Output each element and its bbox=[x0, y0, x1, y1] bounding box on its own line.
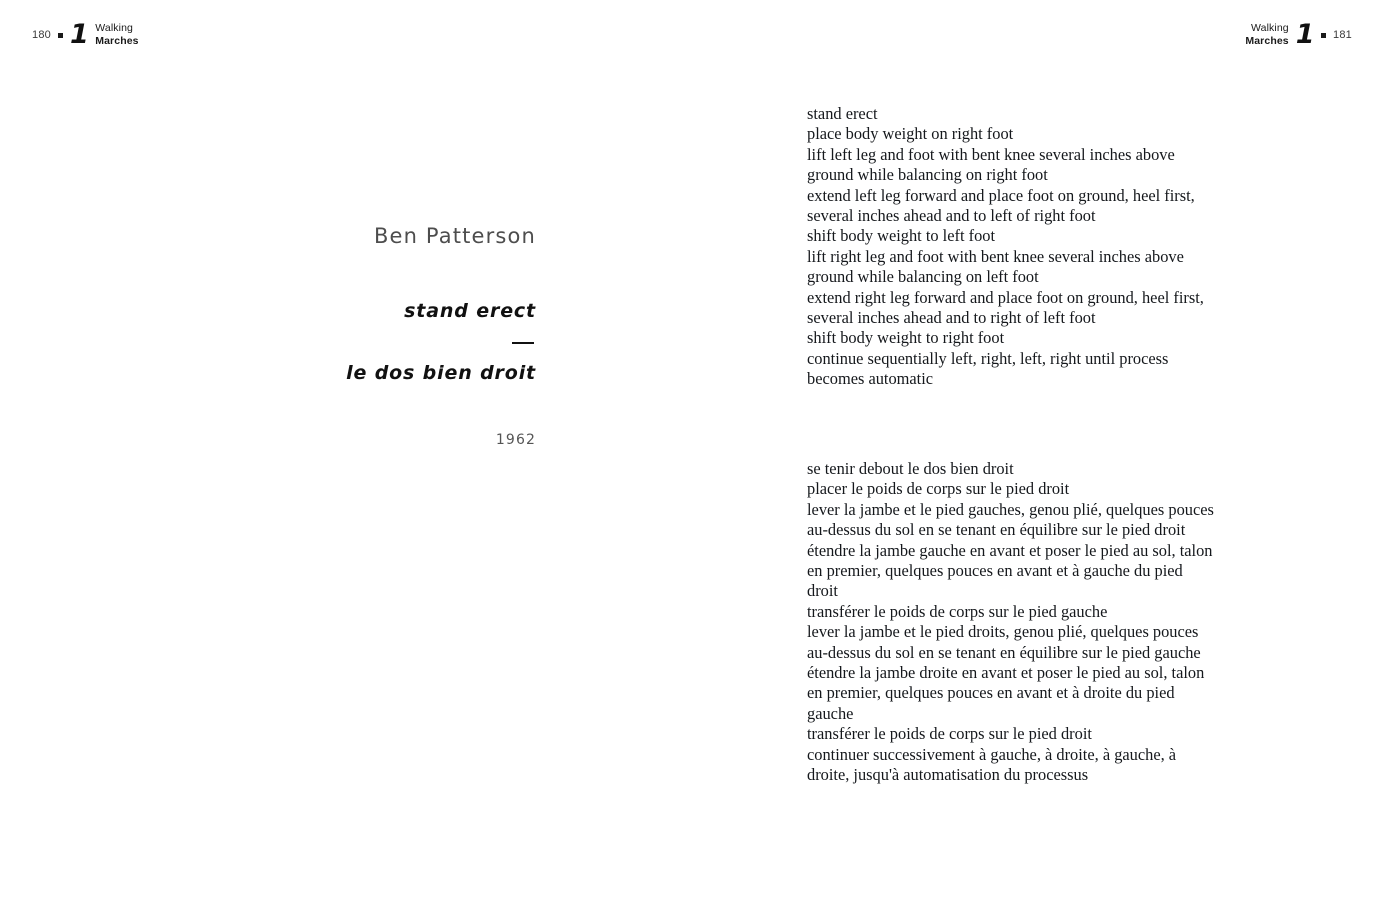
score_en-line: lift left leg and foot with bent knee several inches above bbox=[807, 144, 1175, 164]
score_en-line: continue sequentially left, right, left, right until process bbox=[807, 348, 1169, 368]
score_en-line: several inches ahead and to right of left foot bbox=[807, 308, 1096, 328]
score_en-line: extend right leg forward and place foot on ground, heel first, bbox=[807, 287, 1204, 307]
score_fr-line: étendre la jambe gauche en avant et poser le pied au sol, talon bbox=[807, 540, 1213, 560]
square-marker-icon bbox=[1321, 33, 1326, 38]
score_fr-line: se tenir debout le dos bien droit bbox=[807, 459, 1014, 478]
score_fr-line: lever la jambe et le pied droits, genou plié, quelques pouces bbox=[807, 622, 1199, 642]
running-head-label-fr-left: Marches bbox=[95, 35, 139, 48]
score_en-line: lift right leg and foot with bent knee several inches above bbox=[807, 246, 1184, 266]
score-english bbox=[807, 104, 1307, 390]
score_en-line: extend left leg forward and place foot on ground, heel first, bbox=[807, 185, 1195, 205]
running-head-labels-left bbox=[95, 22, 138, 48]
score_fr-line: continuer successivement à gauche, à droite, à gauche, à bbox=[807, 744, 1177, 764]
score_fr-line: droite, jusqu'à automatisation du processus bbox=[807, 765, 1089, 785]
score_fr-line: en premier, quelques pouces en avant et à droite du pied bbox=[807, 683, 1175, 703]
square-marker-icon bbox=[58, 33, 63, 38]
work-title-fr: le dos bien droit bbox=[346, 361, 536, 384]
score_en-line: several inches ahead and to left of right foot bbox=[807, 206, 1096, 226]
running-head-label-en-right: Walking bbox=[1251, 22, 1289, 34]
score_en-line: place body weight on right foot bbox=[807, 124, 1014, 144]
score_en-line: ground while balancing on left foot bbox=[807, 267, 1039, 287]
folio-right: 181 bbox=[1332, 29, 1352, 42]
score_en-line: ground while balancing on right foot bbox=[807, 165, 1048, 185]
score_fr-line: placer le poids de corps sur le pied droit bbox=[807, 479, 1070, 499]
score_fr-line: gauche bbox=[807, 703, 854, 723]
title-separator bbox=[0, 322, 536, 362]
score_en-line: shift body weight to left foot bbox=[807, 226, 996, 246]
score_fr-line: en premier, quelques pouces en avant et à gauche du pied bbox=[807, 561, 1183, 581]
score_en-line: shift body weight to right foot bbox=[807, 328, 1005, 348]
score_en-line: becomes automatic bbox=[807, 369, 934, 389]
score_fr-line: transférer le poids de corps sur le pied droit bbox=[807, 724, 1092, 744]
score_fr-line: transférer le poids de corps sur le pied gauche bbox=[807, 601, 1108, 621]
work-year: 1962 bbox=[495, 431, 536, 448]
title-block bbox=[0, 224, 536, 448]
folio-left: 180 bbox=[32, 29, 52, 42]
running-head-left bbox=[32, 19, 139, 51]
score_fr-line: au-dessus du sol en se tenant en équilibre sur le pied droit bbox=[807, 520, 1186, 540]
score_fr-line: droit bbox=[807, 581, 838, 601]
chapter-number-right: 1 bbox=[1295, 19, 1314, 51]
score-french bbox=[807, 459, 1307, 786]
running-head-labels-right bbox=[1245, 22, 1288, 48]
work-title-en: stand erect bbox=[404, 300, 536, 322]
score_fr-line: au-dessus du sol en se tenant en équilibre sur le pied gauche bbox=[807, 642, 1201, 662]
score_fr-line: lever la jambe et le pied gauches, genou plié, quelques pouces bbox=[807, 499, 1214, 519]
score_fr-line: étendre la jambe droite en avant et poser le pied au sol, talon bbox=[807, 663, 1205, 683]
chapter-number-left: 1 bbox=[70, 19, 89, 51]
running-head-label-fr-right: Marches bbox=[1245, 35, 1289, 48]
running-head-right bbox=[1245, 19, 1352, 51]
running-head-label-en-left: Walking bbox=[95, 22, 133, 34]
author-name: Ben Patterson bbox=[373, 224, 536, 248]
score_en-line: stand erect bbox=[807, 104, 878, 123]
